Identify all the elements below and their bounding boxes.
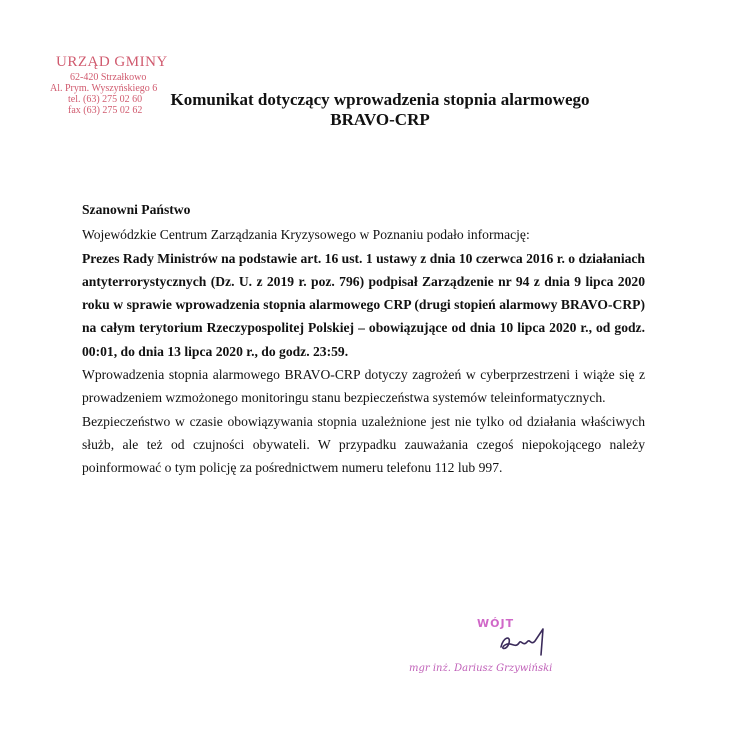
title-line-1: Komunikat dotyczący wprowadzenia stopnia alarmowego — [170, 90, 590, 109]
stamp-office-name: URZĄD GMINY — [56, 54, 168, 70]
greeting: Szanowni Państwo — [82, 202, 191, 217]
document-body — [82, 198, 645, 480]
paragraph-decree: Prezes Rady Ministrów na podstawie art. 16 ust. 1 ustawy z dnia 10 czerwca 2016 r. o działaniach antyterrorystycznych (Dz. U. z 2019 r. poz. 796) podpisał Zarządzenie nr 94 z dnia 9 lipca 2020 roku w sprawie wprowadzenia stopnia alarmowego CRP (drugi stopień alarmowy BRAVO-CRP) na całym terytorium Rzeczypospolitej Polskiej – obowiązujące od dnia 10 lipca 2020 r., od godz. 00:01, do dnia 13 lipca 2020 r., do godz. 23:59. — [82, 250, 645, 359]
document-title — [130, 90, 630, 130]
signature-role: WÓJT — [477, 617, 515, 630]
stamp-postal: 62-420 Strzałkowo — [70, 72, 147, 83]
stamp-street: Al. Prym. Wyszyńskiego 6 — [50, 83, 158, 94]
paragraph-intro: Wojewódzkie Centrum Zarządzania Kryzysowego w Poznaniu podało informację: — [82, 227, 530, 243]
title-line-2: BRAVO-CRP — [330, 110, 430, 129]
stamp-phone: tel. (63) 275 02 60 — [68, 94, 143, 105]
signature-name: mgr inż. Dariusz Grzywiński — [409, 663, 553, 674]
paragraph-scope: Wprowadzenia stopnia alarmowego BRAVO-CRP dotyczy zagrożeń w cyberprzestrzeni i wiąże się z prowadzeniem wzmożonego monitoringu stanu bezpieczeństwa systemów teleinformatycznych. — [82, 367, 645, 406]
stamp-fax: fax (63) 275 02 62 — [68, 105, 143, 116]
signature-block — [405, 615, 595, 685]
paragraph-vigilance: Bezpieczeństwo w czasie obowiązywania stopnia uzależnione jest nie tylko od działania właściwych służb, ale też od czujności obywateli. W przypadku zauważania czegoś niepokojącego należy poinformować o tym policję za pośrednictwem numeru telefonu 112 lub 997. — [82, 413, 645, 476]
handwritten-signature-icon — [497, 627, 549, 657]
